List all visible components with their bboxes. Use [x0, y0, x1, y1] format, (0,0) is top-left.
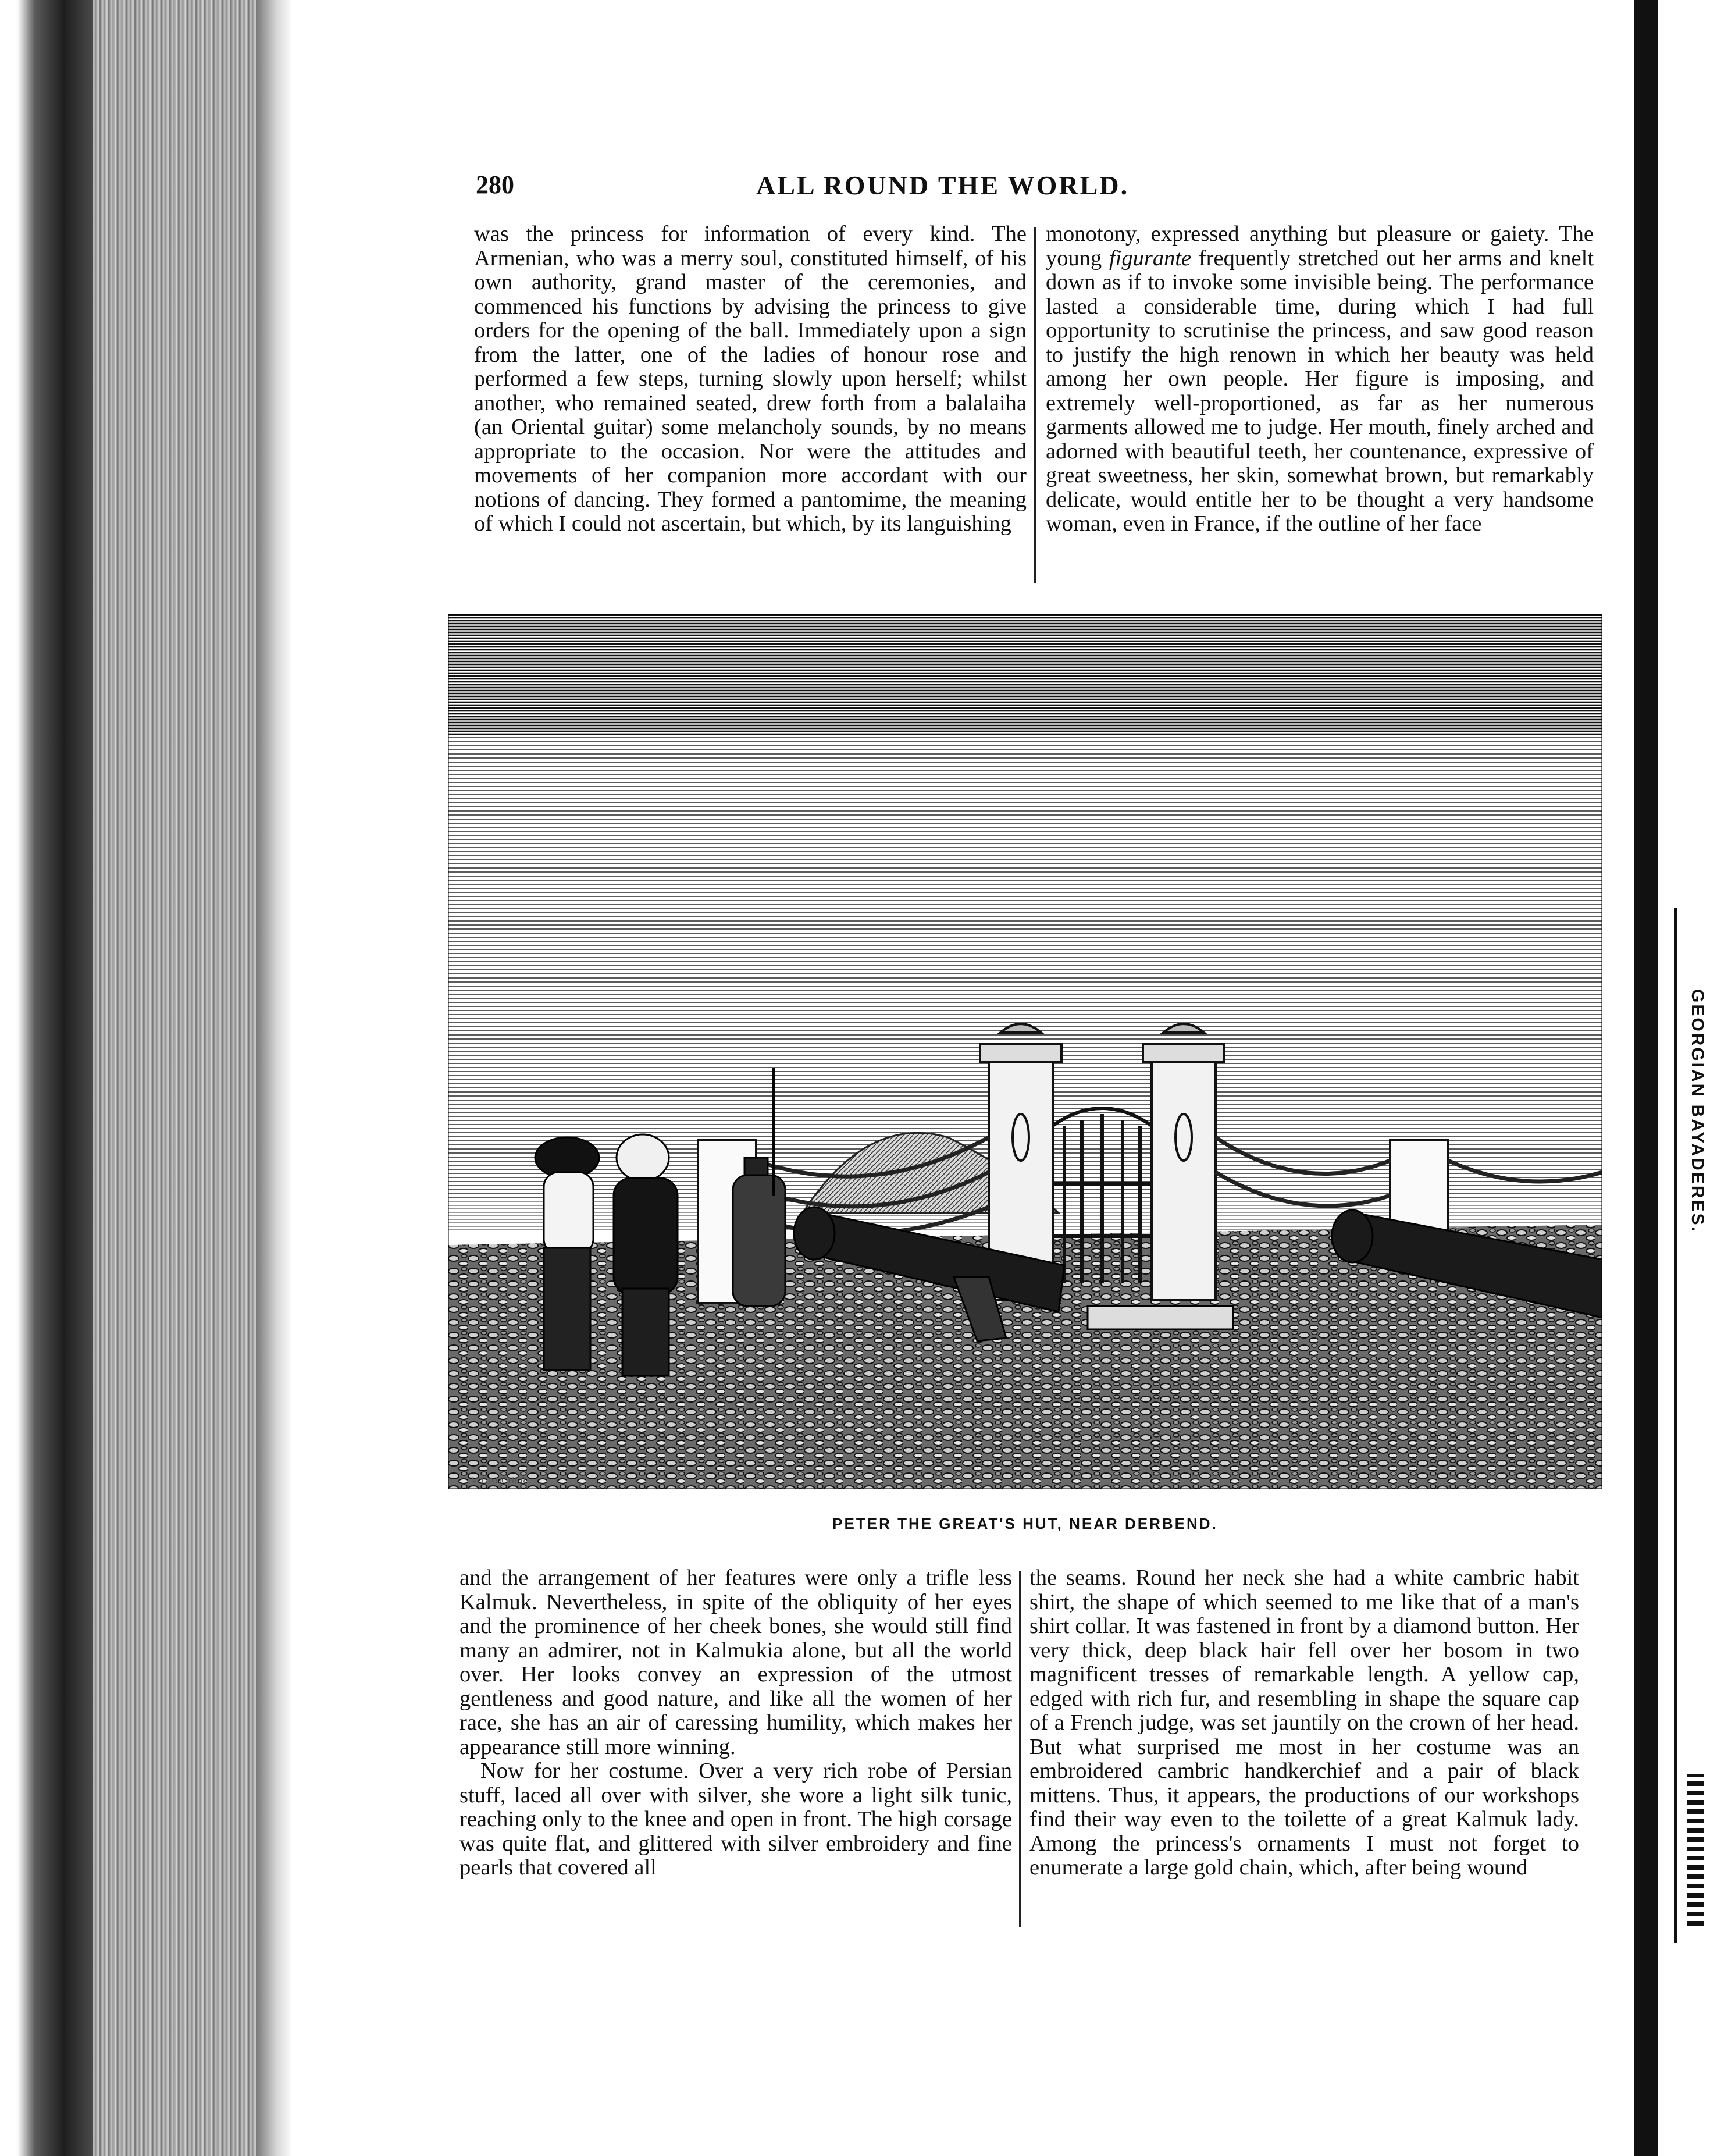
text-column-top-right: [1046, 222, 1594, 536]
paragraph: was the princess for information of every kind. The Armenian, who was a merry soul, constituted himself, of his own authority, grand master of the ceremonies, and commenced his functions by advising the princess to give orders for the opening of the ball. Immediately upon a sign from the latter, one of the ladies of honour rose and performed a few steps, turning slowly upon herself; whilst another, who remained seated, drew forth from a balalaiha (an Oriental guitar) some melancholy sounds, by no means appropriate to the occasion. Nor were the attitudes and movements of her companion more accordant with our notions of dancing. They formed a pantomime, the meaning of which I could not ascertain, but which, by its languishing: [474, 222, 1027, 536]
text-run: monotony, expressed anything but pleasure or gaiety. The young: [1046, 222, 1594, 271]
text-column-bottom-left: [459, 1566, 1012, 1880]
paragraph: Now for her costume. Over a very rich robe of Persian stuff, laced all over with silver, she wore a light silk tunic, reaching only to the knee and open in front. The high corsage was quite flat, and glittered with silver embroidery and fine pearls that covered all: [459, 1759, 1012, 1880]
engraver-signature: V. GAUCHER: [471, 1476, 526, 1486]
text-column-bottom-right: [1029, 1566, 1579, 1880]
right-page-edge: [1634, 0, 1658, 2156]
text-column-top-left: [474, 222, 1027, 536]
illustration-caption: PETER THE GREAT'S HUT, NEAR DERBEND.: [832, 1515, 1218, 1532]
dark-clouds: [448, 614, 1602, 736]
gutter-shadow: [256, 0, 291, 2156]
running-head: ALL ROUND THE WORLD.: [756, 170, 1130, 200]
text-run: frequently stretched out her arms and knelt down as if to invoke some invisible being. The performance lasted a considerable time, during which I had full opportunity to scrutinise the princess, and saw good reason to justify the high renown in which her beauty was held among her own people. Her figure is imposing, and extremely well-proportioned, as far as her numerous garments allowed me to judge. Her mouth, finely arched and adorned with beautiful teeth, her countenance, expressive of great sweetness, her skin, somewhat brown, but remarkably delicate, would entitle her to be thought a very handsome woman, even in France, if the outline of her face: [1046, 246, 1594, 536]
paragraph: [1046, 222, 1594, 536]
facing-page-border: [1687, 1774, 1704, 1926]
page-number: 280: [476, 170, 514, 199]
engraving-illustration: [448, 614, 1602, 1489]
italic-term: figurante: [1109, 246, 1192, 271]
facing-page-title: GEORGIAN BAYADERES.: [1688, 989, 1707, 1233]
book-spine-shadow: [0, 0, 93, 2156]
column-rule: [1034, 227, 1036, 583]
column-rule: [1019, 1571, 1021, 1927]
paragraph: and the arrangement of her features were only a trifle less Kalmuk. Nevertheless, in spite of the obliquity of her eyes and the prominence of her cheek bones, she would still find many an admirer, not in Kalmukia alone, but all the world over. Her looks convey an expression of the utmost gentleness and good nature, and like all the women of her race, she has an air of caressing humility, which makes her appearance still more winning.: [459, 1566, 1012, 1759]
paragraph: the seams. Round her neck she had a white cambric habit shirt, the shape of which seemed to me like that of a man's shirt collar. It was fastened in front by a diamond button. Her very thick, deep black hair fell over her bosom in two magnificent tresses of remarkable length. A yellow cap, edged with rich fur, and resembling in shape the square cap of a French judge, was set jauntily on the crown of her head. But what surprised me most in her costume was an embroidered cambric handkerchief and a pair of black mittens. Thus, it appears, the productions of our workshops find their way even to the toilette of a great Kalmuk lady. Among the princess's ornaments I must not forget to enumerate a large gold chain, which, after being wound: [1029, 1566, 1579, 1880]
